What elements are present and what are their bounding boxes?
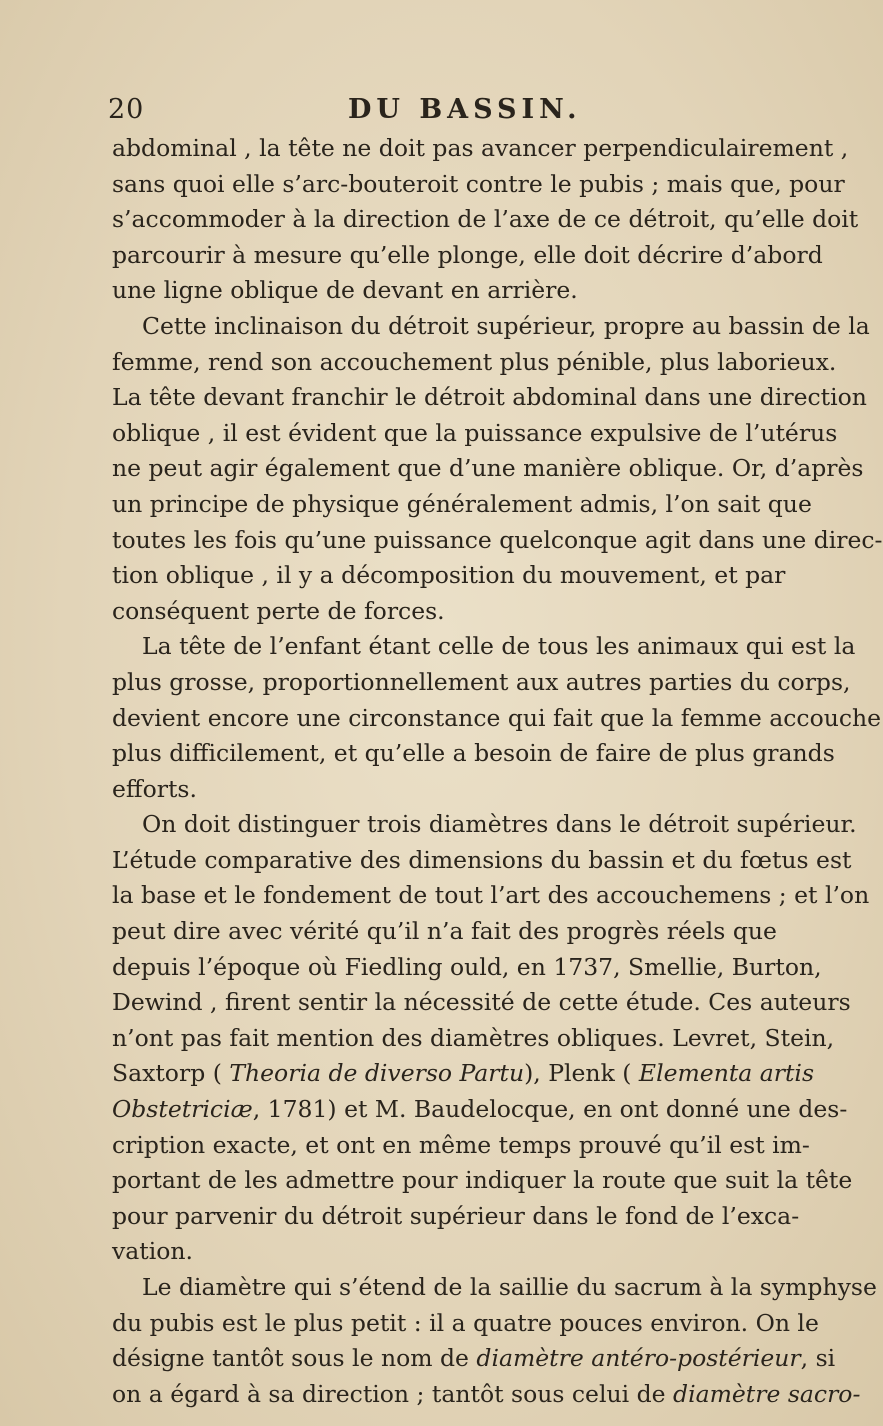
italic-title: Elementa artis	[638, 1059, 815, 1088]
text-segment: , si	[800, 1344, 836, 1373]
text-line: pour parvenir du détroit supérieur dans le fond de l’exca-	[112, 1201, 800, 1230]
text-line: devient encore une circonstance qui fait que la femme accouche	[112, 703, 882, 732]
text-segment: , 1781) et M. Baudelocque, en ont donné une des-	[252, 1095, 848, 1124]
text-line: On doit distinguer trois diamètres dans le détroit supérieur.	[142, 810, 857, 839]
text-line: conséquent perte de forces.	[112, 596, 445, 625]
text-line	[112, 1377, 861, 1413]
text-line: sans quoi elle s’arc-bouteroit contre le pubis ; mais que, pour	[112, 169, 845, 198]
text-line: un principe de physique généralement admis, l’on sait que	[112, 489, 812, 518]
text-line: Cette inclinaison du détroit supérieur, propre au bassin de la	[142, 311, 870, 340]
text-line: Le diamètre qui s’étend de la saillie du sacrum à la symphyse	[142, 1273, 877, 1301]
text-line	[112, 1092, 848, 1128]
text-line: tion oblique , il y a décomposition du mouvement, et par	[112, 561, 786, 590]
text-line: toutes les fois qu’une puissance quelconque agit dans une direc-	[112, 525, 883, 554]
text-line: peut dire avec vérité qu’il n’a fait des progrès réels que	[112, 917, 777, 946]
text-line: s’accommoder à la direction de l’axe de ce détroit, qu’elle doit	[112, 205, 859, 234]
page-header	[108, 94, 788, 134]
text-line: La tête de l’enfant étant celle de tous les animaux qui est la	[142, 632, 856, 661]
text-line: Dewind , firent sentir la nécessité de cette étude. Ces auteurs	[112, 988, 851, 1017]
running-title: DU BASSIN.	[348, 94, 582, 125]
text-line: la base et le fondement de tout l’art des accouchemens ; et l’on	[112, 881, 870, 910]
text-line: femme, rend son accouchement plus pénible, plus laborieux.	[112, 347, 837, 376]
text-line: une ligne oblique de devant en arrière.	[112, 276, 578, 305]
text-line: portant de les admettre pour indiquer la route que suit la tête	[112, 1166, 853, 1195]
italic-title: Theoria de diverso Partu	[229, 1059, 525, 1088]
text-line	[112, 1341, 836, 1377]
body-text	[112, 131, 883, 1412]
page-number: 20	[108, 94, 145, 125]
text-segment: désigne tantôt sous le nom de	[112, 1344, 477, 1373]
italic-term: diamètre antéro-postérieur	[476, 1344, 801, 1373]
text-line: n’ont pas fait mention des diamètres obliques. Levret, Stein,	[112, 1023, 835, 1052]
text-line: oblique , il est évident que la puissance expulsive de l’utérus	[112, 418, 838, 447]
text-line: parcourir à mesure qu’elle plonge, elle doit décrire d’abord	[112, 240, 823, 269]
text-line: cription exacte, et ont en même temps prouvé qu’il est im-	[112, 1130, 810, 1159]
text-segment: ), Plenk (	[524, 1059, 639, 1088]
text-line	[112, 1056, 815, 1092]
text-line: plus difficilement, et qu’elle a besoin de faire de plus grands	[112, 739, 835, 768]
italic-term: diamètre sacro-	[673, 1379, 861, 1408]
text-line: L’étude comparative des dimensions du bassin et du fœtus est	[112, 845, 852, 874]
text-line: La tête devant franchir le détroit abdominal dans une direction	[112, 383, 867, 412]
text-segment: Saxtorp (	[112, 1059, 230, 1088]
text-line: efforts.	[112, 774, 197, 803]
text-line: vation.	[112, 1237, 193, 1266]
text-line: plus grosse, proportionnellement aux autres parties du corps,	[112, 667, 851, 696]
text-line: du pubis est le plus petit : il a quatre pouces environ. On le	[112, 1308, 819, 1337]
text-line: depuis l’époque où Fiedling ould, en 1737, Smellie, Burton,	[112, 952, 822, 981]
text-segment: on a égard à sa direction ; tantôt sous celui de	[112, 1379, 674, 1408]
text-line: abdominal , la tête ne doit pas avancer perpendiculairement ,	[112, 134, 849, 162]
text-line: ne peut agir également que d’une manière oblique. Or, d’après	[112, 454, 864, 483]
italic-title: Obstetriciæ	[112, 1095, 253, 1124]
